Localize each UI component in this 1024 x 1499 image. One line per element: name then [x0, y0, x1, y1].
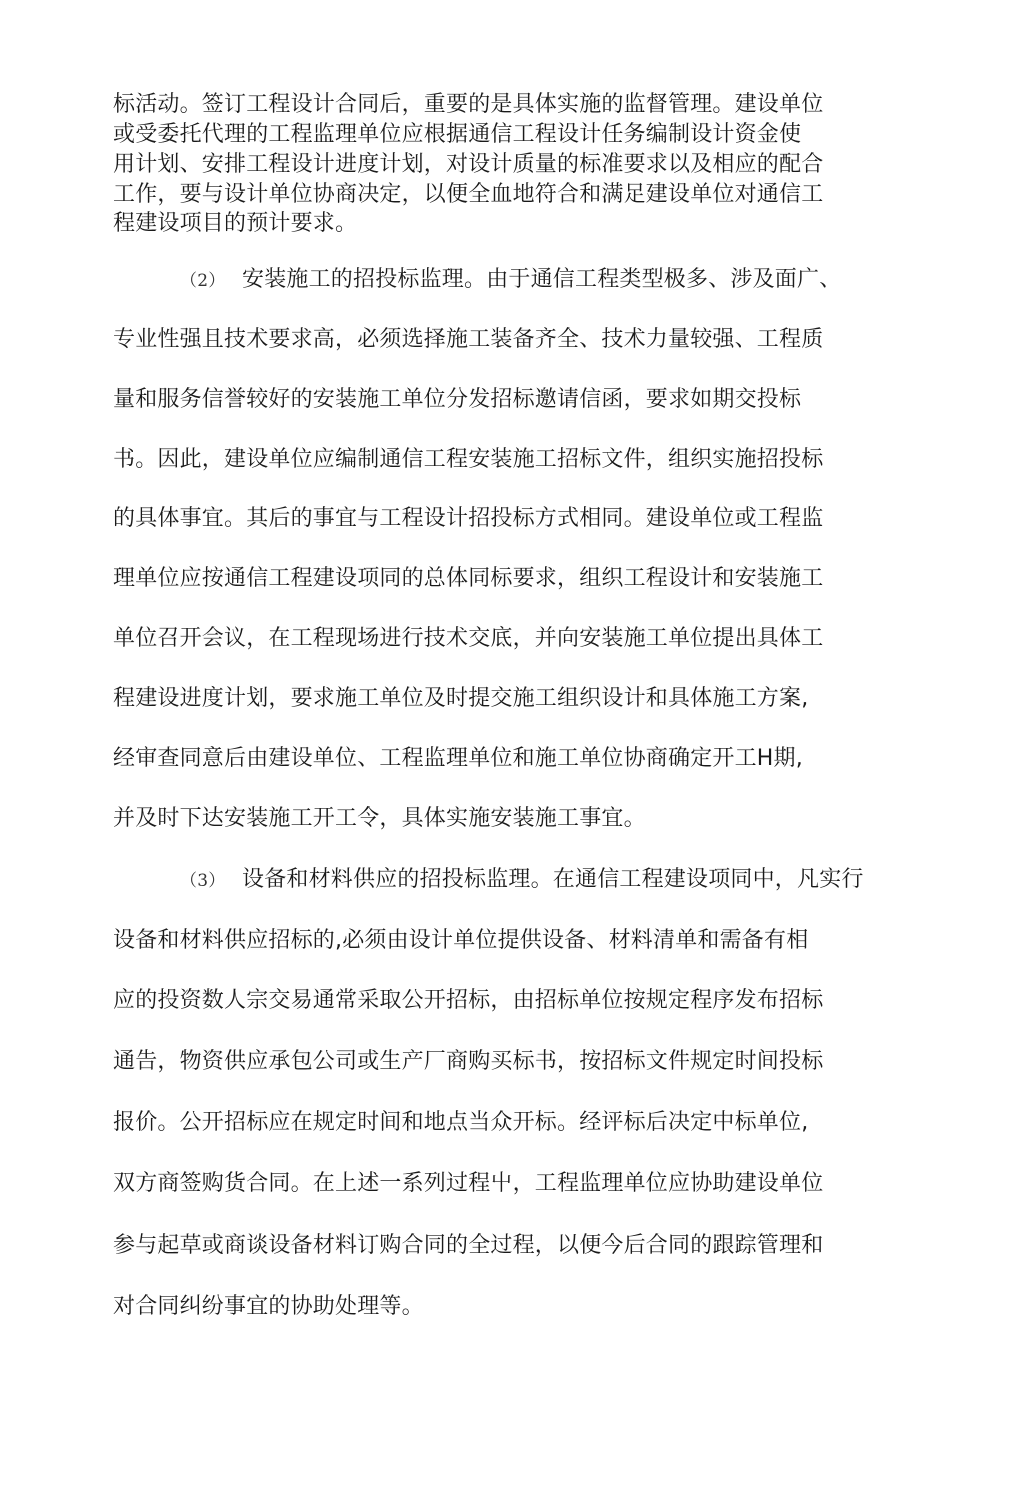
section2-line-8: 经审查同意后由建设单位、工程监理单位和施工单位协商确定开工H期, [113, 746, 803, 771]
intro-line-4: 工作，要与设计单位协商决定，以便全血地符合和满足建设单位对通信工 [113, 182, 824, 207]
section2-heading-line [180, 267, 841, 294]
section2-line-2: 量和服务信誉较好的安装施工单位分发招标邀请信函，要求如期交投标 [113, 387, 802, 412]
section2-line-3: 书。因此，建设单位应编制通信工程安装施工招标文件，组织实施招投标 [113, 447, 824, 472]
section3-line-6: 参与起草或商谈设备材料订购合同的全过程，以便今后合同的跟踪管理和 [113, 1233, 824, 1258]
section2-line-5: 理单位应按通信工程建设项同的总体同标要求，组织工程设计和安装施工 [113, 566, 824, 591]
intro-line-5: 程建设项目的预计要求。 [113, 211, 358, 236]
section3-line-5: 双方商签购货合同。在上述一系列过程屮，工程监理单位应协助建设单位 [113, 1171, 824, 1196]
section3-line-7: 对合同纠纷事宜的协助处理等。 [113, 1294, 424, 1319]
section3-line-2: 应的投资数人宗交易通常采取公开招标，由招标单位按规定程序发布招标 [113, 988, 824, 1013]
section2-first-line: 安装施工的招投标监理。由于通信工程类型极多、涉及面广、 [242, 267, 842, 292]
section3-line-4: 报价。公开招标应在规定时间和地点当众开标。经评标后决定中标单位, [113, 1110, 809, 1135]
section2-line-9: 并及时下达安装施工开工令，具体实施安装施工事宜。 [113, 806, 646, 831]
section2-line-7: 程建设进度计划，要求施工单位及时提交施工组织设计和具体施工方案, [113, 686, 809, 711]
intro-line-2: 或受委托代理的工程监理单位应根据通信工程设计任务编制设计资金使 [113, 122, 802, 147]
intro-line-3: 用计划、安排工程设计进度计划，对设计质量的标准要求以及相应的配合 [113, 152, 824, 177]
section2-number: （2） [180, 271, 226, 291]
section3-number: （3） [180, 871, 226, 891]
section3-heading-line [180, 867, 864, 894]
section2-line-6: 单位召开会议，在工程现场进行技术交底，并向安装施工单位提出具体工 [113, 626, 824, 651]
section3-line-3: 通告，物资供应承包公司或生产厂商购买标书，按招标文件规定时间投标 [113, 1049, 824, 1074]
section3-line-1: 设备和材料供应招标的,必须由设计单位提供设备、材料清单和需备有相 [113, 928, 809, 953]
intro-line-1: 标活动。签订工程设计合同后，重要的是具体实施的监督管理。建设单位 [113, 92, 824, 117]
section2-line-1: 专业性强且技术要求高，必须选择施工装备齐全、技术力量较强、工程质 [113, 327, 824, 352]
section2-line-4: 的具体事宜。其后的事宜与工程设计招投标方式相同。建设单位或工程监 [113, 506, 824, 531]
section3-first-line: 设备和材料供应的招投标监理。在通信工程建设项同中，凡实行 [242, 867, 864, 892]
